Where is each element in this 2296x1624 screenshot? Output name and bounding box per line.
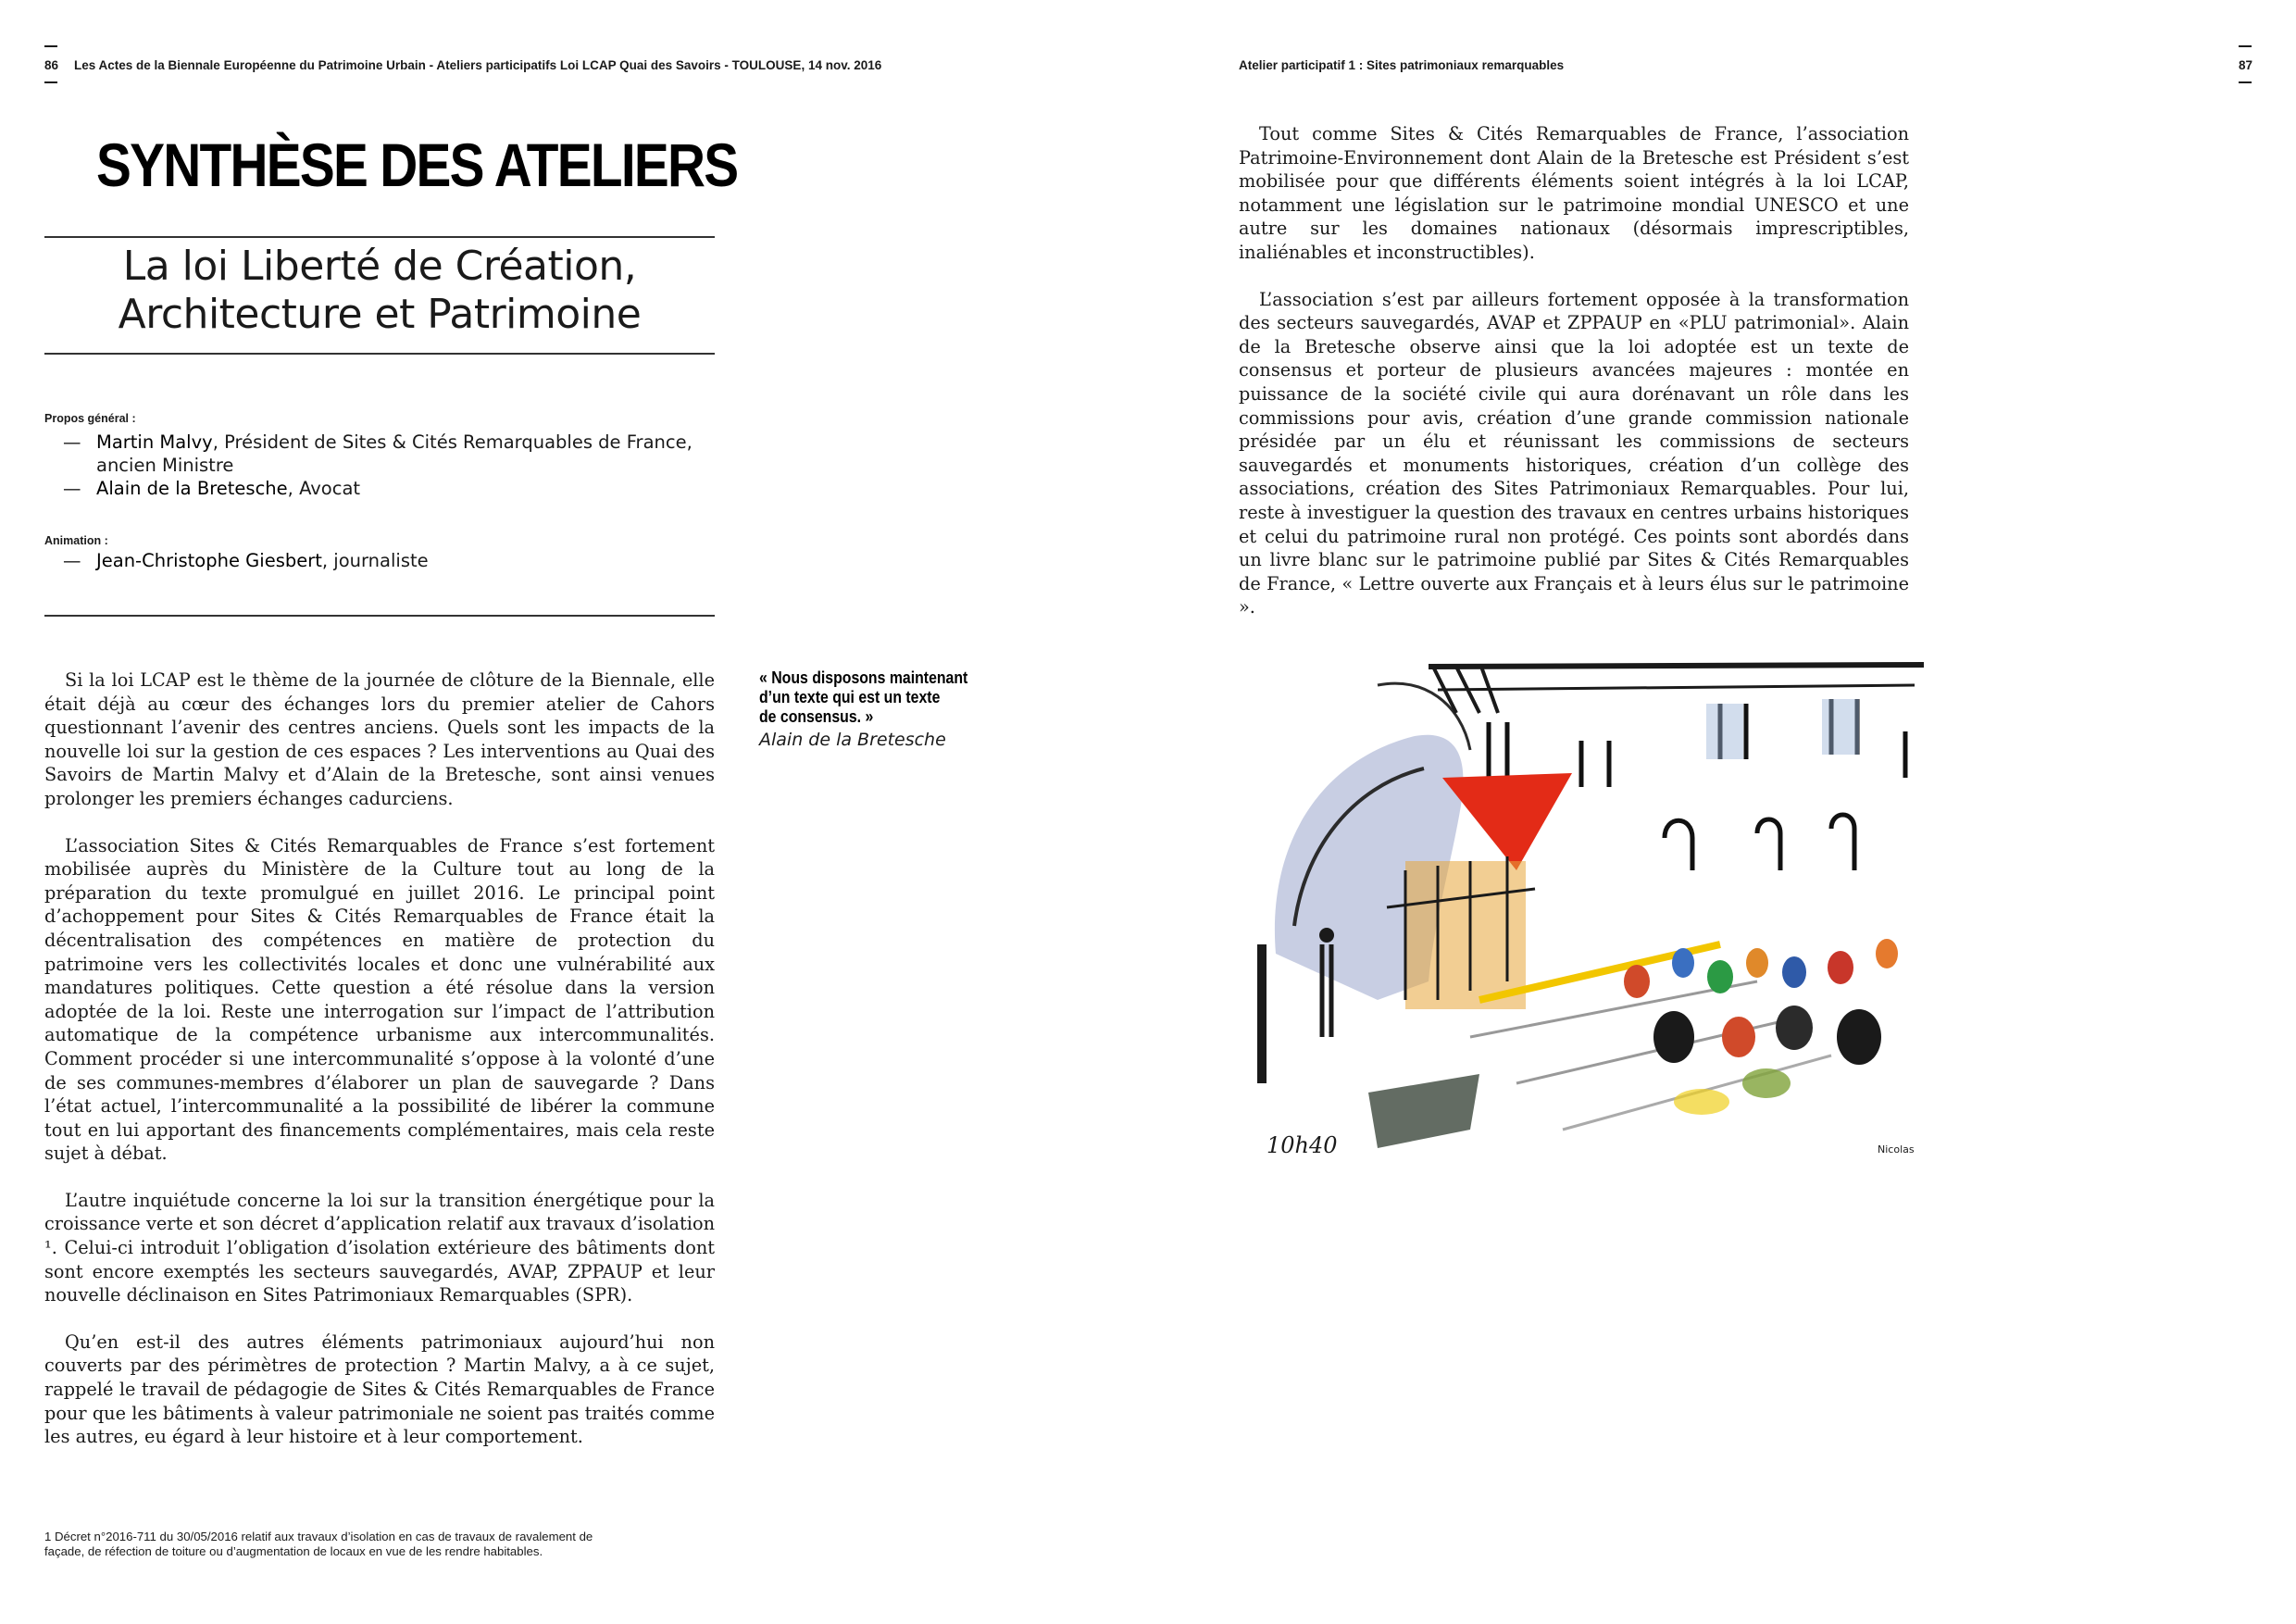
speaker-name: Martin Malvy — [96, 431, 213, 453]
audience-head — [1653, 1011, 1694, 1063]
subtitle-line-2: Architecture et Patrimoine — [118, 291, 642, 338]
bench — [1368, 1074, 1479, 1148]
header-tick — [2239, 81, 2252, 83]
figure-head — [1319, 928, 1334, 943]
speakers-list — [44, 431, 711, 500]
quote-text — [759, 668, 971, 727]
audience-head — [1782, 956, 1806, 988]
quote-line: d’un texte qui est un texte — [759, 688, 941, 706]
footnote-line: façade, de réfection de toiture ou d’augmentation de locaux en vue de les rendre habitables. — [44, 1543, 543, 1558]
audience-head — [1776, 1006, 1813, 1050]
list-dash: — — [63, 550, 81, 571]
credits-rule — [44, 615, 715, 617]
illustration-drawing — [1239, 648, 1924, 1157]
paragraph: L’association s’est par ailleurs fortement opposée à la transformation des secteurs sauvegardés, AVAP et ZPPAUP en «PLU patrimonial». Alain de la Bretesche observe ainsi que la loi adoptée est un texte de consensus et porteur de plusieurs avancées majeures : montée en puissance de la société civile qui aura dorénavant un rôle dans les commissions pour avis, création d’une grande commission nationale présidée par un élu et réunissant les commissions de secteurs sauvegardés et monuments historiques, création d’un collège des associations, création des Sites Patrimoniaux Remarquables. Pour lui, reste à investiguer la question des travaux en centres urbains historiques et celui du patrimoine rural non protégé. Ces points sont abordés dans un livre blanc sur le patrimoine publié par Sites & Cités Remarquables de France, « Lettre ouverte aux Français et à leurs élus sur le patrimoine ». — [1239, 288, 1909, 618]
title-rule-top — [44, 236, 715, 238]
speaker-item — [44, 477, 711, 500]
red-banner — [1442, 773, 1572, 870]
roof-line — [1429, 665, 1924, 667]
footnote-line: 1 Décret n°2016-711 du 30/05/2016 relatif aux travaux d’isolation en cas de travaux de ravalement de — [44, 1530, 593, 1543]
speaker-role: , Président de Sites & Cités Remarquables de France, — [212, 431, 693, 453]
paragraph: L’autre inquiétude concerne la loi sur la transition énergétique pour la croissance verte et son décret d’application relatif aux travaux d’isolation ¹. Celui-ci introduit l’obligation d’isolation extérieure des bâtiments dont sont encore exemptés les secteurs sauvegardés, AVAP, ZPPAUP et leur nouvelle déclinaison en Sites Patrimoniaux Remarquables (SPR). — [44, 1189, 715, 1306]
speaker-role: , Avocat — [287, 478, 361, 499]
audience-head — [1722, 1017, 1755, 1057]
header-tick — [44, 45, 57, 47]
speaker-name: Alain de la Bretesche — [96, 478, 288, 499]
audience-head — [1624, 965, 1650, 998]
audience-head — [1707, 960, 1733, 993]
title-rule-bottom — [44, 353, 715, 355]
animation-label: Animation : — [44, 534, 108, 547]
window — [1757, 819, 1780, 870]
audience-body — [1674, 1089, 1729, 1115]
paragraph: Qu’en est-il des autres éléments patrimoniaux aujourd’hui non couverts par des périmètres de protection ? Martin Malvy, a à ce sujet, rappelé le travail de pédagogie de Sites & Cités Remarquables de France pour que les bâtiments à valeur patrimoniale ne soient pas traités comme les autres, eu égard à leur histoire et à leur comportement. — [44, 1330, 715, 1448]
subtitle — [44, 243, 715, 339]
animator-item — [44, 549, 429, 572]
page-title: SYNTHÈSE DES ATELIERS — [96, 131, 738, 199]
left-running-title: Les Actes de la Biennale Européenne du Patrimoine Urbain - Ateliers participatifs Loi LCAP Quai des Savoirs - TOULOUSE, 14 nov. 2016 — [74, 58, 882, 72]
paragraph: L’association Sites & Cités Remarquables de France s’est fortement mobilisée auprès du Ministère de la Culture tout au long de la préparation du texte promulgué en juillet 2016. Le principal point d’achoppement pour Sites & Cités Remarquables de France était la décentralisation des compétences en matière de protection du patrimoine vers les collectivités locales et donc une vulnérabilité aux mandatures politiques. Cette question a été résolue dans la version adoptée de la loi. Reste une interrogation sur l’impact de l’attribution automatique de la compétence urbanisme aux intercommunalités. Comment procéder si une intercommunalité s’oppose à la volonté d’une de ses communes-membres d’élaborer un plan de sauvegarde ? Dans l’état actuel, l’intercommunalité a la possibilité de libérer la commune tout en lui apportant des financements complémentaires, mais cela reste sujet à débat. — [44, 834, 715, 1165]
window — [1581, 741, 1609, 787]
animator-role: , journaliste — [321, 550, 429, 571]
watercolor-illustration — [1239, 648, 1924, 1157]
window — [1665, 820, 1692, 870]
footnote — [44, 1530, 693, 1558]
list-dash: — — [63, 478, 81, 499]
header-tick — [2239, 45, 2252, 47]
list-dash: — — [63, 431, 81, 453]
right-running-title: Atelier participatif 1 : Sites patrimoniaux remarquables — [1239, 58, 1565, 72]
roof-line — [1438, 685, 1915, 690]
window-wash — [1822, 699, 1859, 755]
audience-body — [1742, 1068, 1791, 1098]
speaker-role-continued: ancien Ministre — [96, 455, 234, 476]
left-page-number: 86 — [44, 58, 59, 72]
quote-line: de consensus. » — [759, 707, 874, 726]
window — [1831, 815, 1854, 870]
animator-name: Jean-Christophe Giesbert — [96, 550, 322, 571]
doorway — [1257, 944, 1267, 1083]
paragraph: Si la loi LCAP est le thème de la journée de clôture de la Biennale, elle était déjà au cœur des échanges lors du premier atelier de Cahors questionnant l’avenir des centres anciens. Quels sont les impacts de la nouvelle loi sur la gestion de ces espaces ? Les interventions au Quai des Savoirs de Martin Malvy et d’Alain de la Bretesche, sont ainsi venues prolonger les premiers échanges cadurciens. — [44, 669, 715, 809]
propos-label: Propos général : — [44, 412, 136, 425]
left-column-body — [44, 668, 715, 1472]
header-tick — [44, 81, 57, 83]
quote-line: « Nous disposons maintenant — [759, 668, 968, 687]
audience-head — [1672, 948, 1694, 978]
time-note: 10h40 — [1267, 1132, 1338, 1157]
speaker-item — [44, 431, 711, 454]
right-column-body — [1239, 122, 1909, 643]
right-page-number: 87 — [2239, 58, 2253, 72]
audience-head — [1837, 1009, 1881, 1065]
pull-quote — [759, 668, 1000, 752]
artist-signature: Nicolas — [1878, 1143, 1915, 1156]
audience-head — [1746, 948, 1768, 978]
audience-head — [1828, 951, 1853, 984]
subtitle-line-1: La loi Liberté de Création, — [122, 243, 637, 290]
audience-head — [1876, 939, 1898, 968]
paragraph: Tout comme Sites & Cités Remarquables de France, l’association Patrimoine-Environnement dont Alain de la Bretesche est Président s’est mobilisée pour que différents éléments soient intégrés à la loi LCAP, notamment une législation sur le patrimoine mondial UNESCO et une autre sur les domaines nationaux (désormais imprescriptibles, inaliénables et inconstructibles). — [1239, 123, 1909, 263]
window-wash — [1706, 704, 1743, 759]
quote-author: Alain de la Bretesche — [759, 730, 946, 750]
